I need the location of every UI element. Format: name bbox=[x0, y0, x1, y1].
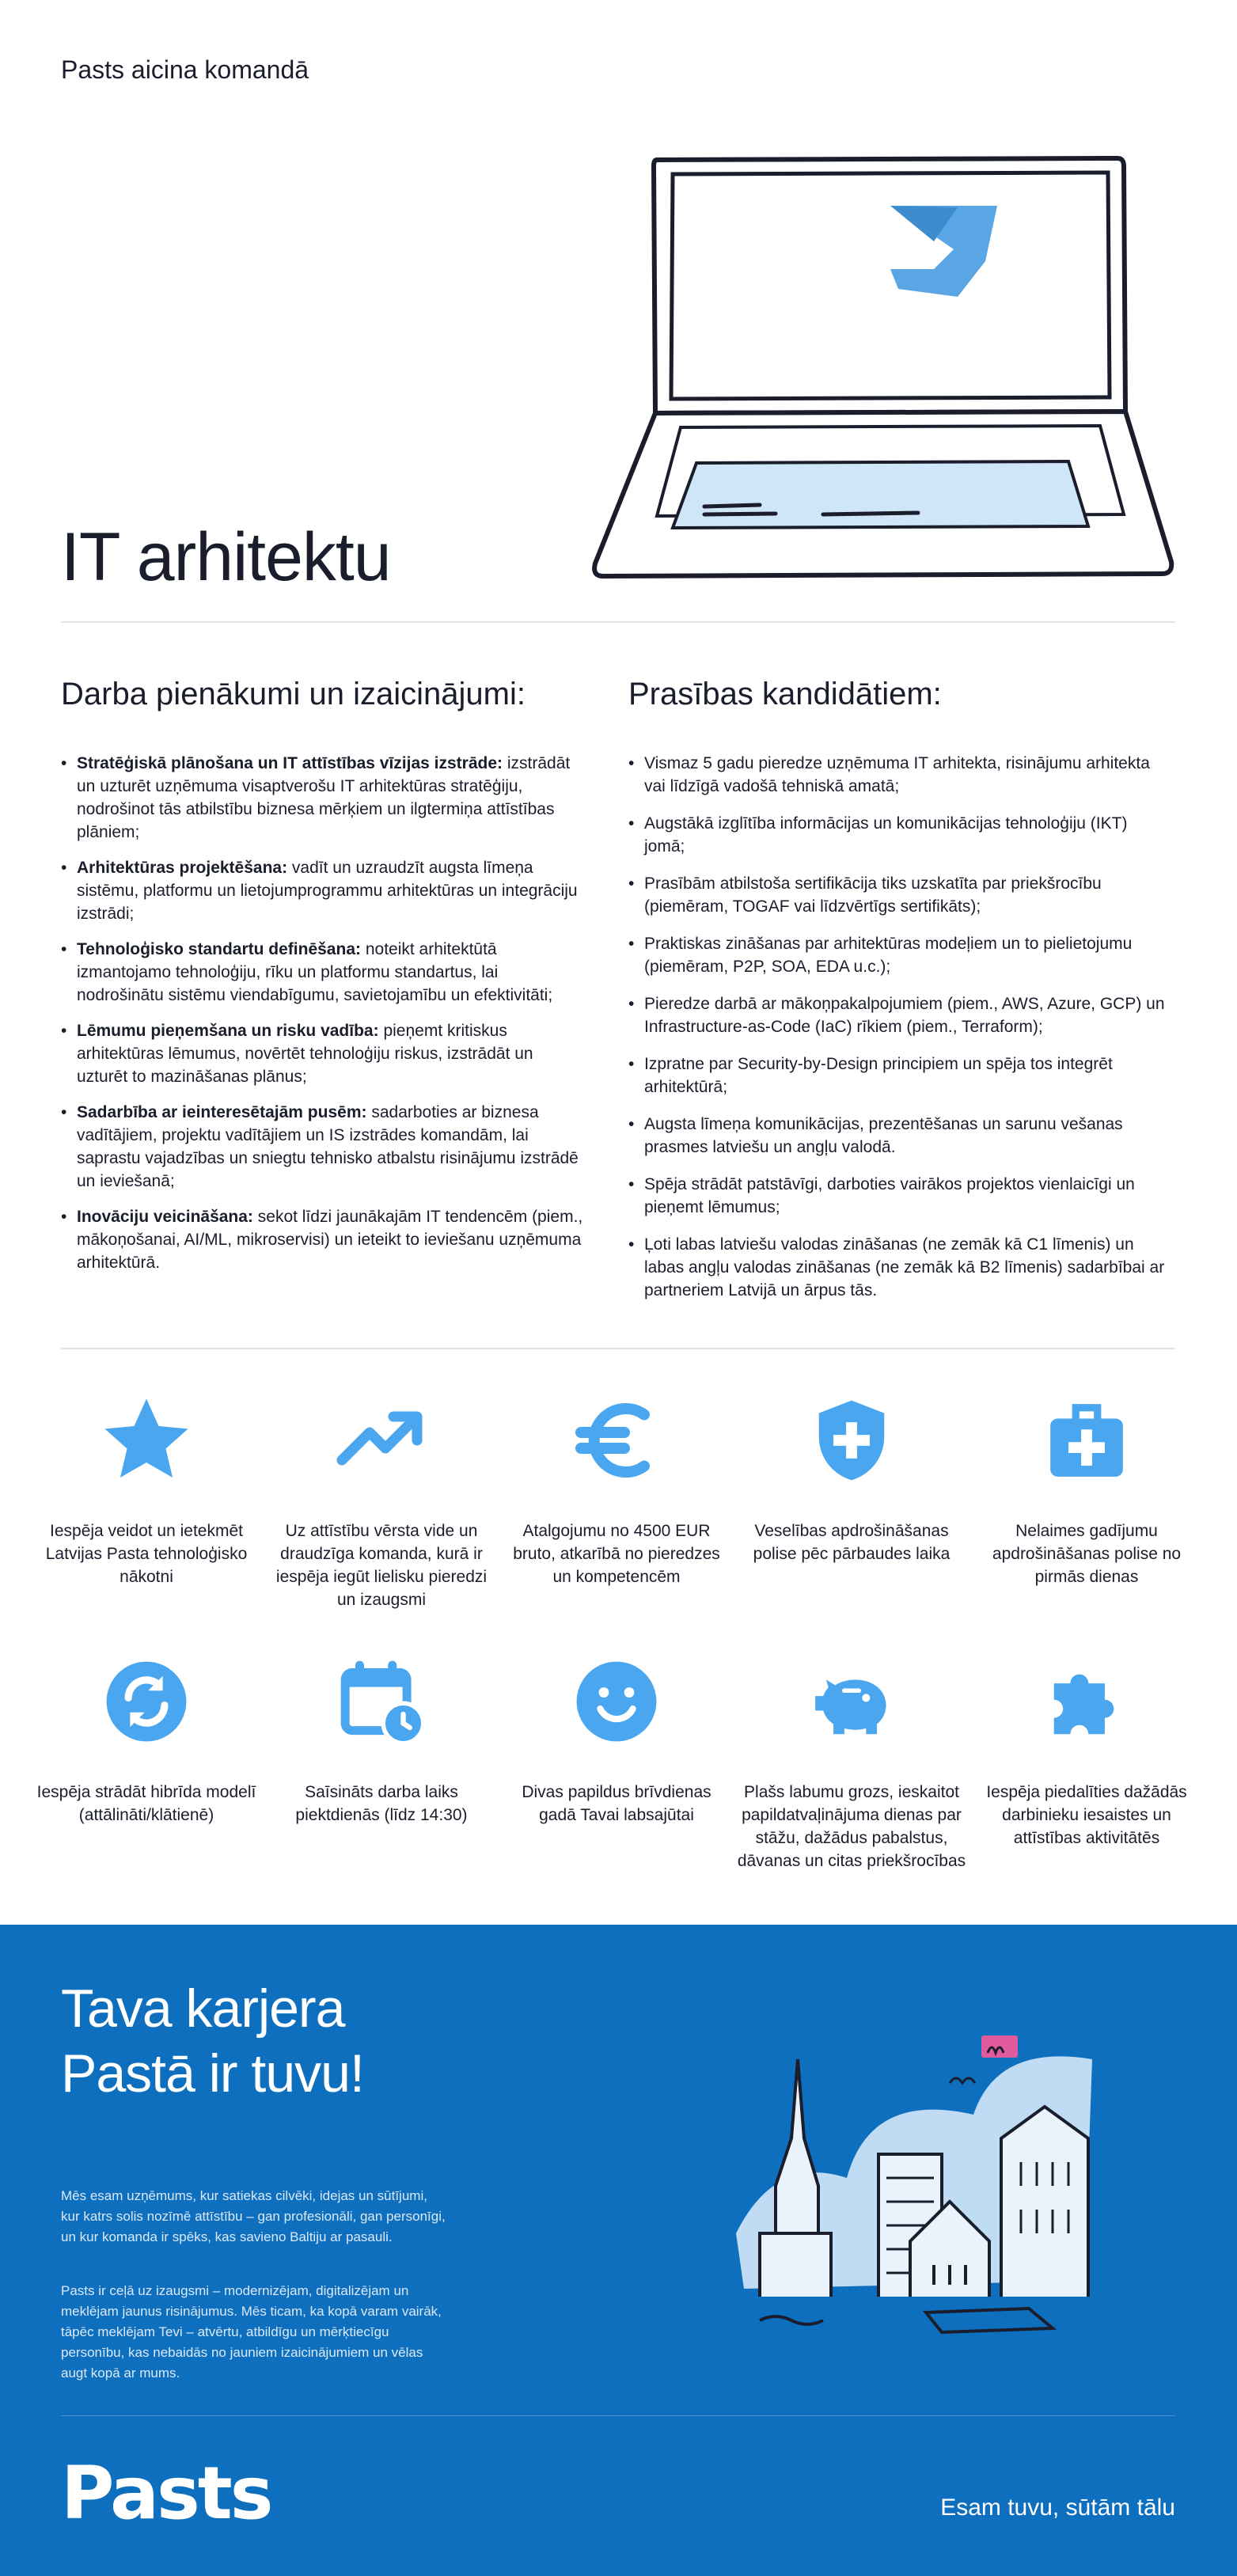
footer-slogan: Esam tuvu, sūtām tālu bbox=[940, 2494, 1175, 2521]
requirement-item: • Pieredze darbā ar mākoņpakalpojumiem (piem., AWS, Azure, GCP) un Infrastructure-as-Code (IaC) rīkiem (piem., Terraform); bbox=[628, 992, 1167, 1038]
requirement-item: • Ļoti labas latviešu valodas zināšanas (ne zemāk kā C1 līmenis) un labas angļu valodas zināšanas (ne zemāk kā B2 līmenis) sadarbībai ar partneriem Latvijā un ārpus tās. bbox=[628, 1233, 1167, 1302]
benefit-item bbox=[32, 1654, 261, 1827]
benefit-item bbox=[737, 1654, 966, 1872]
calendar-clock-icon bbox=[334, 1654, 429, 1749]
trending-up-icon bbox=[334, 1393, 429, 1488]
requirement-item: • Augsta līmeņa komunikācijas, prezentēšanas un sarunu vešanas prasmes latviešu un angļu valodā. bbox=[628, 1113, 1167, 1159]
duties-section bbox=[61, 677, 583, 1287]
benefit-item bbox=[267, 1393, 496, 1611]
footer-headline bbox=[61, 1976, 364, 2106]
requirement-item: • Izpratne par Security-by-Design principiem un spēja tos integrēt arhitektūrā; bbox=[628, 1053, 1167, 1098]
star-icon bbox=[99, 1393, 194, 1488]
benefit-text: Iespēja strādāt hibrīda modelī (attālināti/klātienē) bbox=[36, 1783, 256, 1824]
requirement-item: • Augstākā izglītība informācijas un komunikācijas tehnoloģiju (IKT) jomā; bbox=[628, 812, 1167, 858]
benefit-text: Nelaimes gadījumu apdrošināšanas polise no pirmās dienas bbox=[992, 1522, 1182, 1586]
requirements-heading: Prasības kandidātiem: bbox=[628, 677, 942, 711]
pasts-logo: Pasts bbox=[61, 2451, 271, 2536]
smiley-icon bbox=[569, 1654, 664, 1749]
piggy-bank-icon bbox=[804, 1654, 899, 1749]
puzzle-icon bbox=[1039, 1654, 1134, 1749]
duties-list bbox=[61, 752, 583, 1274]
footer-section bbox=[0, 1925, 1237, 2576]
benefit-item bbox=[737, 1393, 966, 1565]
benefit-text: Iespēja piedalīties dažādās darbinieku iesaistes un attīstības aktivitātēs bbox=[986, 1783, 1187, 1847]
duty-item: • Stratēģiskā plānošana un IT attīstības vīzijas izstrāde: izstrādāt un uzturēt uzņēmuma visaptverošu IT arhitektūras stratēģiju, nodrošinot tās atbilstību biznesa mērķiem un ilgtermiņa attīstības plāniem; bbox=[61, 752, 583, 844]
requirement-item: • Vismaz 5 gadu pieredze uzņēmuma IT arhitekta, risinājumu arhitekta vai līdzīgā vadošā tehniskā amatā; bbox=[628, 752, 1167, 798]
section-divider bbox=[61, 621, 1175, 623]
duty-item: • Inovāciju veicināšana: sekot līdzi jaunākajām IT tendencēm (piem., mākoņošanai, AI/ML, mikroservisi) un ieteikt to ieviešanu uzņēmuma arhitektūrā. bbox=[61, 1205, 583, 1274]
header-label: Pasts aicina komandā bbox=[61, 55, 309, 84]
laptop-illustration bbox=[586, 150, 1179, 586]
benefit-item bbox=[972, 1654, 1201, 1849]
benefit-item bbox=[267, 1654, 496, 1827]
benefit-text: Veselības apdrošināšanas polise pēc pārbaudes laika bbox=[753, 1522, 951, 1563]
requirement-item: • Prasībām atbilstoša sertifikācija tiks uzskatīta par priekšrocību (piemēram, TOGAF vai līdzvērtīgs sertifikāts); bbox=[628, 872, 1167, 918]
duty-item: • Tehnoloģisko standartu definēšana: noteikt arhitektūtā izmantojamo tehnoloģiju, rīku un platformu standartus, lai nodrošinātu sistēmu viendabīgumu, savietojamību un efektivitāti; bbox=[61, 938, 583, 1007]
first-aid-kit-icon bbox=[1039, 1393, 1134, 1488]
benefit-text: Atalgojumu no 4500 EUR bruto, atkarībā no pieredzes un kompetencēm bbox=[513, 1522, 720, 1586]
duties-heading: Darba pienākumi un izaicinājumi: bbox=[61, 677, 526, 711]
benefit-item bbox=[32, 1393, 261, 1588]
benefit-text: Iespēja veidot un ietekmēt Latvijas Pasta tehnoloģisko nākotni bbox=[45, 1522, 248, 1586]
benefit-item bbox=[502, 1654, 731, 1827]
job-title: IT arhitektu bbox=[61, 519, 391, 595]
requirement-item: • Praktiskas zināšanas par arhitektūras modeļiem un to pielietojumu (piemēram, P2P, SOA, EDA u.c.); bbox=[628, 932, 1167, 978]
benefit-item bbox=[502, 1393, 731, 1588]
duty-item: • Lēmumu pieņemšana un risku vadība: pieņemt kritiskus arhitektūras lēmumus, novērtēt tehnoloģiju riskus, izstrādāt un uzturēt to mazināšanas plānus; bbox=[61, 1019, 583, 1088]
footer-headline-line: Tava karjera bbox=[61, 1978, 345, 2039]
health-shield-icon bbox=[804, 1393, 899, 1488]
footer-headline-line: Pastā ir tuvu! bbox=[61, 2043, 364, 2104]
benefit-text: Uz attīstību vērsta vide un draudzīga komanda, kurā ir iespēja iegūt lielisku pieredzi un izaugsmi bbox=[275, 1522, 488, 1609]
footer-paragraph: Pasts ir ceļā uz izaugsmi – modernizējam, digitalizējam un meklējam jaunus risinājumus. Mēs ticam, ka kopā varam vairāk, tāpēc meklējam Tevi – atvērtu, atbildīgu un mērķtiecīgu personību, kas nebaidās no jauniem izaicinājumiem un vēlas augt kopā ar mums. bbox=[61, 2283, 442, 2381]
footer-paragraph: Mēs esam uzņēmums, kur satiekas cilvēki, idejas un sūtījumi, kur katrs solis nozīmē attīstību – gan profesionāli, gan personīgi, un kur komanda ir spēks, kas savieno Baltiju ar pasauli. bbox=[61, 2188, 446, 2244]
requirement-item: • Spēja strādāt patstāvīgi, darboties vairākos projektos vienlaicīgi un pieņemt lēmumus; bbox=[628, 1173, 1167, 1219]
benefit-text: Plašs labumu grozs, ieskaitot papildatvaļinājuma dienas par stāžu, dažādus pabalstus, dāvanas un citas priekšrocības bbox=[737, 1783, 966, 1870]
city-illustration bbox=[712, 1996, 1124, 2344]
section-divider bbox=[61, 1348, 1175, 1349]
duty-item: • Arhitektūras projektēšana: vadīt un uzraudzīt augsta līmeņa sistēmu, platformu un lietojumprogrammu arhitektūras un integrāciju izstrādi; bbox=[61, 856, 583, 925]
benefit-item bbox=[972, 1393, 1201, 1588]
duty-item: • Sadarbība ar ieinteresētajām pusēm: sadarboties ar biznesa vadītājiem, projektu vadītājiem un IS izstrādes komandām, lai saprastu vajadzības un sniegtu tehnisko atbalstu risinājumu izstrādē un ieviešanā; bbox=[61, 1101, 583, 1193]
requirements-section bbox=[628, 677, 1167, 1316]
benefit-text: Divas papildus brīvdienas gadā Tavai labsajūtai bbox=[522, 1783, 711, 1824]
euro-icon bbox=[569, 1393, 664, 1488]
sync-icon bbox=[99, 1654, 194, 1749]
footer-divider bbox=[61, 2415, 1175, 2416]
benefit-text: Saīsināts darba laiks piektdienās (līdz 14:30) bbox=[295, 1783, 468, 1824]
requirements-list bbox=[628, 752, 1167, 1302]
